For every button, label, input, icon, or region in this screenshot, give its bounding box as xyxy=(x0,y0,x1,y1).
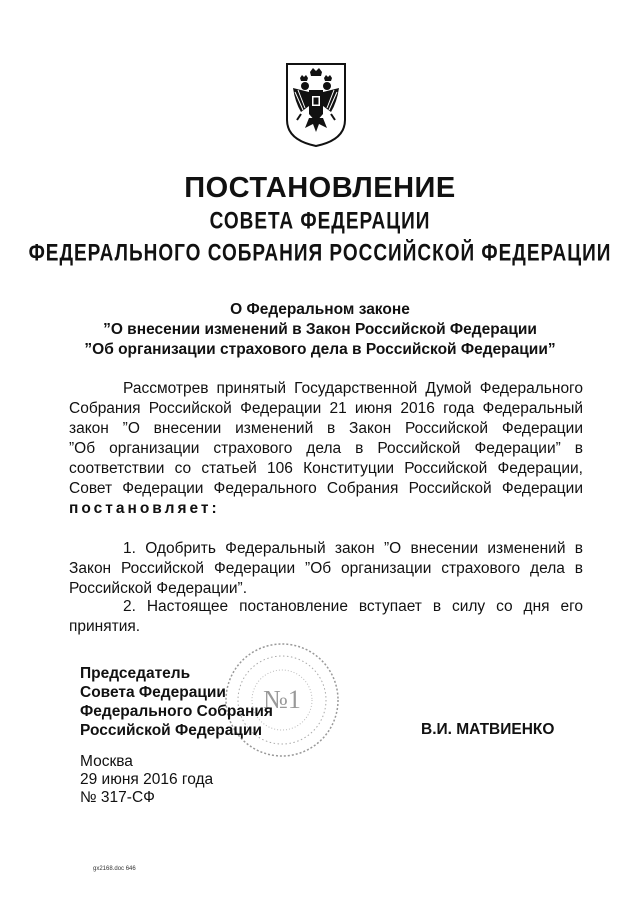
issuer-line-2: ФЕДЕРАЛЬНОГО СОБРАНИЯ РОССИЙСКОЙ ФЕДЕРАЦИИ xyxy=(28,240,612,267)
footer-file-code: gx2168.doc 646 xyxy=(93,866,136,872)
paragraph-line: ”Об организации страхового дела в Российской Федерации” в xyxy=(69,440,583,457)
paragraph-line: закон ”О внесении изменений в Закон Российской Федерации xyxy=(69,420,583,437)
seal-number: №1 xyxy=(263,685,301,714)
paragraph-line: Рассмотрев принятый Государственной Думой Федерального xyxy=(123,380,583,397)
city: Москва xyxy=(80,753,133,770)
paragraph-line: Российской Федерации”. xyxy=(69,580,248,597)
document-title: ПОСТАНОВЛЕНИЕ xyxy=(184,172,456,204)
issuer-line-1: СОВЕТА ФЕДЕРАЦИИ xyxy=(209,208,431,235)
paragraph-line: принятия. xyxy=(69,618,141,635)
paragraph-line: Закон Российской Федерации ”Об организации страхового дела в xyxy=(69,560,583,577)
subject-line: О Федеральном законе xyxy=(230,301,410,318)
place-and-date xyxy=(80,753,213,807)
document-subject xyxy=(0,300,640,360)
item-2-paragraph xyxy=(69,597,583,637)
date: 29 июня 2016 года xyxy=(80,771,214,788)
paragraph-line: Собрания Российской Федерации 21 июня 2016 года Федеральный xyxy=(69,400,583,417)
preamble-paragraph xyxy=(69,379,583,519)
signer-position-line: Совета Федерации xyxy=(80,684,226,701)
signer-position-line: Федерального Собрания xyxy=(80,703,273,720)
subject-line: ”О внесении изменений в Закон Российской Федерации xyxy=(103,321,537,338)
signer-name: В.И. МАТВИЕНКО xyxy=(421,721,555,738)
paragraph-line: 2. Настоящее постановление вступает в силу со дня его xyxy=(123,598,583,615)
paragraph-line: соответствии со статьей 106 Конституции Российской Федерации, xyxy=(69,460,583,477)
item-1-paragraph xyxy=(69,539,583,599)
subject-line: ”Об организации страхового дела в Российской Федерации” xyxy=(84,341,556,358)
decides-word: постановляет: xyxy=(69,500,220,517)
paragraph-line: Совет Федерации Федерального Собрания Российской Федерации xyxy=(69,480,583,497)
russian-coat-of-arms-icon xyxy=(283,62,349,148)
document-number: № 317-СФ xyxy=(80,789,155,806)
signer-position-line: Российской Федерации xyxy=(80,722,262,739)
signer-position xyxy=(80,664,273,740)
paragraph-line: 1. Одобрить Федеральный закон ”О внесении изменений в xyxy=(123,540,583,557)
signer-position-line: Председатель xyxy=(80,665,191,682)
